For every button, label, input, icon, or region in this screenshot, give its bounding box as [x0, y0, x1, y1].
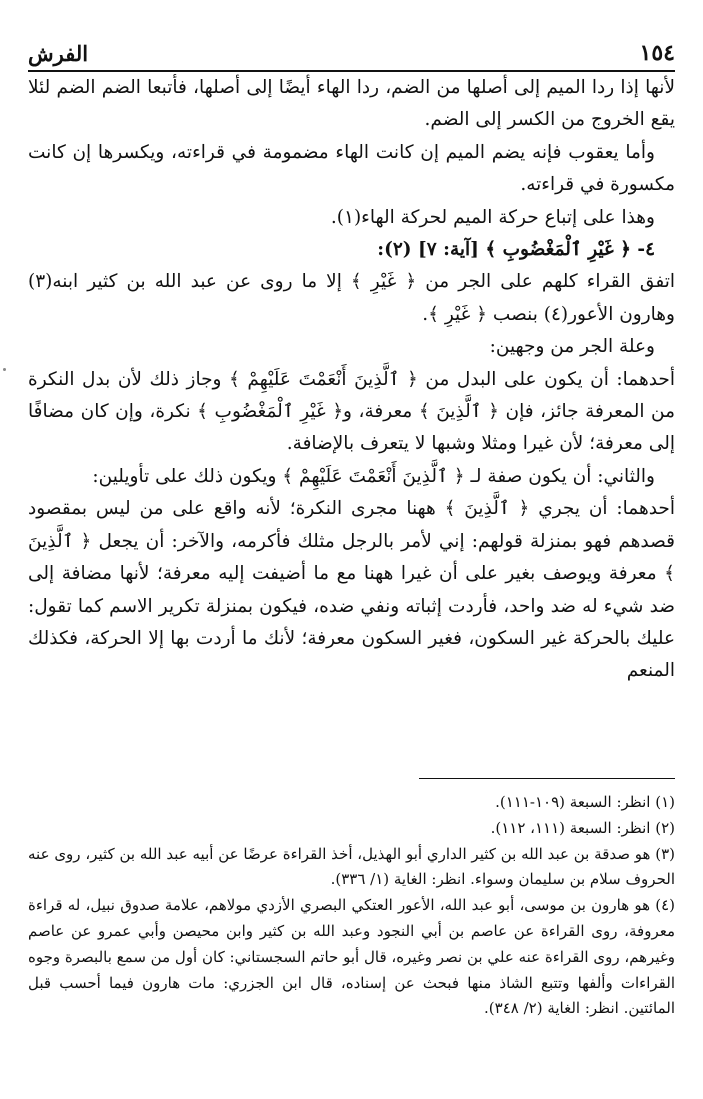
section-heading: ٤- ﴿ غَيْرِ ٱلْمَغْضُوبِ ﴾ [آية: ٧] (٢): — [377, 239, 655, 261]
paragraph: أحدهما: أن يكون على البدل من ﴿ ٱلَّذِينَ أَنْعَمْتَ عَلَيْهِمْ ﴾ وجاز ذلك لأن بدل النكرة من المعرفة جائز، فإن ﴿ ٱلَّذِينَ ﴾ معرفة، و﴿ غَيْرِ ٱلْمَغْضُوبِ ﴾ نكرة، وإن كان مضافًا إلى معرفة؛ لأن غيرا ومثلا وشبها لا يتعرف بالإضافة. — [28, 368, 675, 455]
footnote: (٣) هو صدقة بن عبد الله بن كثير الداري أبو الهذيل، أخذ القراءة عرضًا عن أبيه عبد الله بن كثير، روى عنه الحروف سلام بن سليمان وسواء. انظر: الغاية (١/ ٣٣٦). — [28, 844, 675, 889]
paragraph: والثاني: أن يكون صفة لـ ﴿ ٱلَّذِينَ أَنْعَمْتَ عَلَيْهِمْ ﴾ ويكون ذلك على تأويلين: — [92, 465, 655, 487]
running-title: الفرش — [28, 41, 89, 66]
footnote: (٤) هو هارون بن موسى، أبو عبد الله، الأعور العتكي البصري الأزدي مولاهم، علامة صدوق نبيل، له قراءة معروفة، روى القراءة عن عاصم بن أبي النجود وعبد الله بن كثير وابن محيصن وأبي عمرو عن عاصم وغيرهم، روى القراءة عنه علي بن نصر وغيره، قال أبو حاتم السجستاني: كان أول من سمع بالبصرة وجوه القراءات وألفها وتتبع الشاذ منها فبحث عن إسناده، قال ابن الجزري: مات هارون فيما أحسب قبل المائتين. انظر: الغاية (٢/ ٣٤٨). — [28, 896, 675, 1018]
paragraph: أحدهما: أن يجري ﴿ ٱلَّذِينَ ﴾ ههنا مجرى النكرة؛ لأنه واقع على من ليس بمقصود قصدهم فهو بمنزلة قولهم: إني لأمر بالرجل مثلك فأكرمه، والآخر: أن يجعل ﴿ ٱلَّذِينَ ﴾ معرفة ويوصف بغير على أن غيرا ههنا مع ما أضيفت إليه معرفة؛ لأنها مضافة إلى ضد شيء له ضد واحد، فأردت إثباته ونفي ضده، فيكون بمنزلة تكرير الاسم كما تقول: عليك بالحركة غير السكون، فغير السكون معرفة؛ لأنك ما أردت بها إلا الحركة، فكذلك المنعم — [28, 498, 675, 682]
paragraph: وعلة الجر من وجهين: — [489, 336, 655, 358]
footnote: (٢) انظر: السبعة (١١١، ١١٢). — [490, 818, 675, 837]
footnote-divider — [419, 778, 675, 779]
paragraph: وأما يعقوب فإنه يضم الميم إن كانت الهاء مضمومة في قراءته، ويكسرها إن كانت مكسورة في قراءته. — [28, 141, 675, 196]
margin-dot — [3, 368, 6, 371]
paragraph: وهذا على إتباع حركة الميم لحركة الهاء(١). — [330, 206, 655, 228]
main-text — [28, 72, 675, 688]
paragraph: اتفق القراء كلهم على الجر من ﴿ غَيْرِ ﴾ إلا ما روى عن عبد الله بن كثير ابنه(٣) وهارون الأعور(٤) بنصب ﴿ غَيْرِ ﴾. — [28, 271, 675, 325]
page-number: ١٥٤ — [639, 40, 675, 66]
footnote: (١) انظر: السبعة (١٠٩-١١١). — [495, 793, 675, 811]
footnotes — [28, 790, 675, 1022]
page-header — [28, 38, 675, 72]
paragraph: لأنها إذا ردا الميم إلى أصلها من الضم، ردا الهاء أيضًا إلى أصلها، فأتبعا الضم الضم لئلا يقع الخروج من الكسر إلى الضم. — [28, 77, 675, 131]
